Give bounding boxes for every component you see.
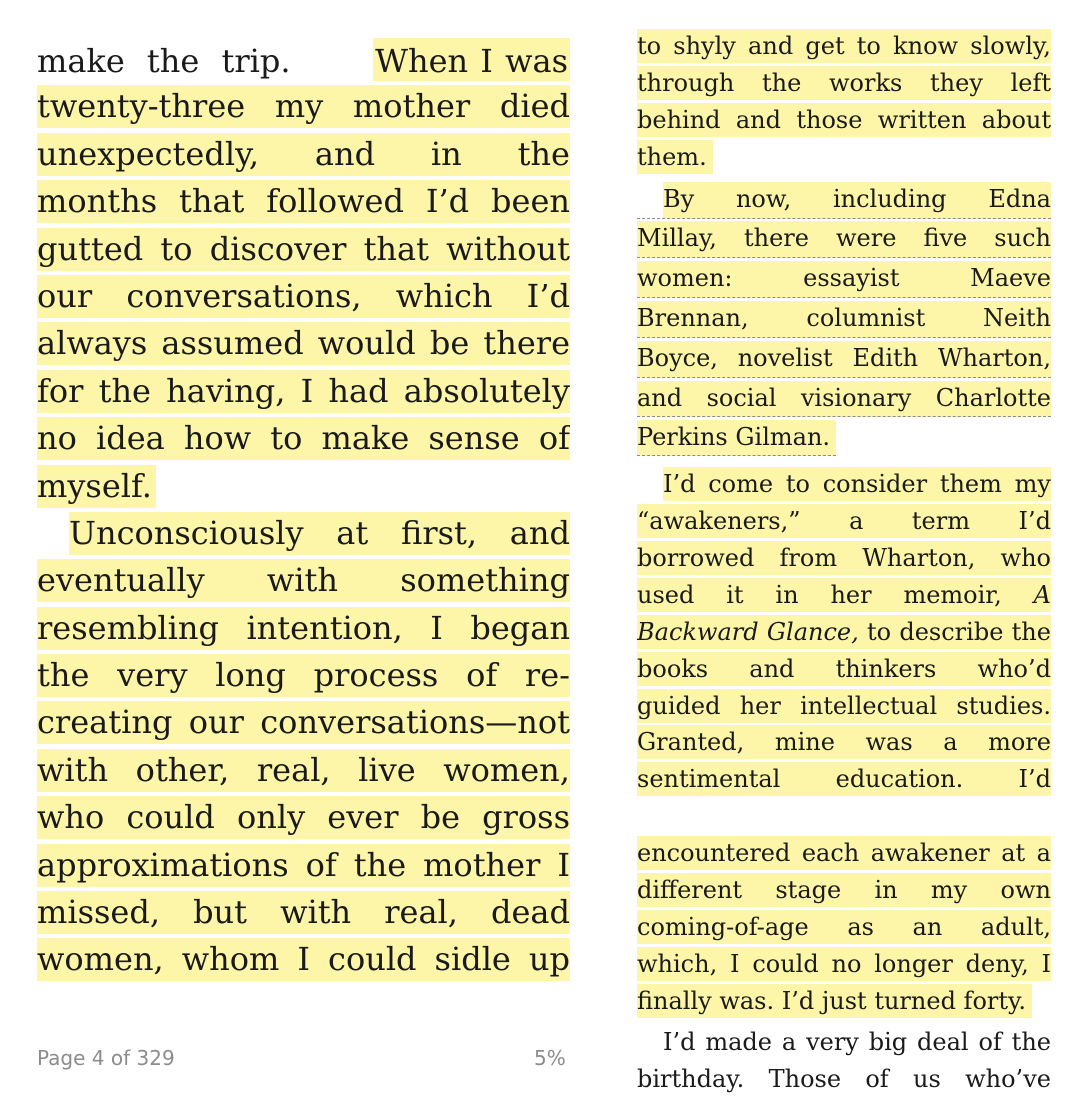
word: could [752,950,819,979]
highlighted-line[interactable] [637,29,1051,63]
highlighted-line[interactable] [37,465,570,508]
word: who [1000,544,1051,573]
word: would [317,324,416,363]
word: awakener [870,839,990,868]
word: the [1011,617,1051,646]
word: more [988,728,1051,757]
word: made [705,1027,772,1056]
word: adult, [980,913,1051,942]
word: guided [637,691,721,720]
highlighted-text[interactable]: them. [637,140,713,174]
word: they [930,68,983,97]
word: including [832,184,947,213]
word: at [1001,839,1026,868]
word: other, [135,750,230,789]
word: her [739,691,781,720]
highlighted-text[interactable]: myself. [37,465,156,508]
highlighted-line[interactable] [637,381,1051,418]
highlighted-line[interactable] [37,85,570,128]
highlighted-line[interactable] [37,701,570,744]
word: ever [327,798,399,837]
word: that [363,229,429,268]
word: deal [917,1027,969,1056]
word: us [913,1064,941,1093]
word: absolutely [403,371,570,410]
word: written [877,105,967,134]
word: education. [835,765,964,794]
word: our [188,703,244,742]
highlighted-text[interactable]: When I was [373,38,570,81]
word: intention, [246,608,403,647]
word: and [314,134,376,173]
word: I’d [663,470,696,499]
word: borrowed [637,544,755,573]
word: them [939,470,1002,499]
word: conversations, [126,276,362,315]
paragraph-block-3 [637,467,1051,796]
word: in [775,580,799,609]
highlighted-line[interactable] [637,467,1051,501]
word: such [994,224,1051,253]
word: missed, [37,893,161,932]
word: Unconsciously [69,513,304,552]
paragraph-block-4 [637,836,1051,1018]
word: term [911,507,970,536]
highlighted-line[interactable] [637,725,1051,759]
word: to [785,470,810,499]
word: of [305,845,337,884]
word: I [300,371,314,410]
word: women: [637,264,733,293]
word: my [1014,470,1051,499]
word: Brennan, [637,304,749,333]
highlighted-line[interactable] [37,512,570,555]
word: process [313,656,439,695]
word: creating [37,703,173,742]
word: I [430,608,443,647]
word: of [978,1027,1002,1056]
highlighted-line[interactable] [637,504,1051,538]
word: sidle [434,940,511,979]
right-text-column [637,29,1051,1098]
word: live [358,750,416,789]
word: and [509,513,570,552]
word: to [270,419,303,458]
word: without [446,229,570,268]
highlighted-text[interactable]: finally was. I’d just turned forty. [637,984,1032,1018]
word: consider [822,470,928,499]
word: first, [400,513,478,552]
word: discover [209,229,347,268]
word: her [830,580,872,609]
highlighted-line[interactable] [637,689,1051,723]
highlighted-line[interactable] [37,322,570,365]
word: Glance, [766,617,859,646]
word: big [868,1027,908,1056]
word: through [637,68,735,97]
highlighted-text[interactable] [69,512,570,555]
plain-text: make the trip. [37,42,291,80]
highlighted-line[interactable] [637,873,1051,907]
word: died [499,87,570,126]
word: assumed [161,324,304,363]
word: in [874,876,898,905]
word: something [400,561,570,600]
word: the [762,68,802,97]
word: “awakeners,” [637,507,801,536]
highlighted-line[interactable] [637,140,1051,174]
word: own [1000,876,1051,905]
progress-percent: 5% [534,1046,566,1070]
word: slowly, [970,32,1051,60]
word: gutted [37,229,144,268]
word: idea [96,419,165,458]
word: of [466,656,498,695]
word: come [708,470,774,499]
word: know [893,32,959,60]
highlighted-line[interactable] [37,228,570,271]
highlighted-line[interactable] [37,938,570,981]
word: A [1033,580,1051,609]
word: up [528,940,570,979]
highlighted-line[interactable] [637,182,1051,219]
highlighted-line[interactable] [37,607,570,650]
word: a [849,507,864,536]
highlighted-line[interactable] [37,844,570,887]
highlighted-line[interactable] [37,749,570,792]
word: the [517,134,570,173]
word: twenty-three [37,87,246,126]
word: women, [37,940,164,979]
word: and [749,654,795,683]
word: I [730,950,740,979]
word: with [280,893,352,932]
word: I [557,845,570,884]
word: the [353,845,407,884]
word: with [37,750,109,789]
word: which, [637,950,718,979]
word: and [637,383,683,412]
page-indicator: Page 4 of 329 [37,1046,175,1070]
word: different [637,876,743,905]
highlighted-line[interactable] [637,984,1051,1018]
word: with [266,561,338,600]
word: thinkers [835,654,937,683]
word: were [836,224,897,253]
word: resembling [37,608,219,647]
word: could [126,798,215,837]
word: those [796,105,863,134]
word: having, [166,371,286,410]
word: for [37,371,84,410]
word: longer [874,950,953,979]
word: Charlotte [935,383,1051,412]
word: studies. [956,691,1051,720]
highlighted-line[interactable] [37,654,570,697]
word: make [321,419,410,458]
word: encountered [637,839,791,868]
word: Boyce, [637,343,718,372]
word: Wharton, [937,343,1051,372]
word: the [98,371,151,410]
highlighted-line[interactable] [637,301,1051,338]
word: had [328,371,389,410]
word: it [726,580,744,609]
word: began [470,608,570,647]
word: gross [482,798,570,837]
word: at [336,513,369,552]
word: about [981,105,1051,134]
word: my [930,876,968,905]
word: re- [524,656,570,695]
word: sentimental [637,765,781,794]
word: very [806,1027,859,1056]
word: behind [637,105,721,134]
highlighted-line[interactable] [637,615,1051,649]
word: I’d [526,276,570,315]
word: to [867,617,892,646]
word: columnist [806,304,926,333]
word: sense [428,419,520,458]
text-line [37,38,570,81]
word: who’d [977,654,1051,683]
text-line [637,1061,1051,1098]
word: of [865,1064,889,1093]
word: months [37,182,158,221]
word: birthday. [637,1064,745,1093]
highlighted-line[interactable] [37,370,570,413]
word: a [781,1027,797,1056]
word: each [801,839,860,868]
highlighted-line[interactable] [637,420,1051,457]
paragraph-block-5 [637,1024,1051,1098]
word: Backward [637,617,759,646]
word: to [160,229,193,268]
highlighted-text[interactable]: Perkins Gilman. [637,420,836,456]
highlighted-line[interactable] [637,103,1051,137]
word: only [236,798,306,837]
word: Edna [988,184,1051,213]
highlighted-line[interactable] [637,341,1051,378]
word: but [193,893,248,932]
word: mine [774,728,835,757]
highlighted-line[interactable] [637,578,1051,612]
word: whom [181,940,280,979]
word: approximations [37,845,289,884]
word: works [829,68,903,97]
word: a [1036,839,1051,868]
word: from [779,544,838,573]
word: always [37,324,148,363]
text-line [637,1024,1051,1061]
word: Those [768,1064,842,1093]
word: could [328,940,417,979]
word: books [637,654,709,683]
word: in [430,134,462,173]
word: I’d [1018,765,1051,794]
highlighted-line[interactable] [637,221,1051,258]
word: my [274,87,324,126]
word: very [117,656,188,695]
word: and [735,105,782,134]
word: there [483,324,570,363]
highlighted-line[interactable] [637,541,1051,575]
word: now, [735,184,792,213]
highlighted-line[interactable] [37,133,570,176]
word: no [37,419,77,458]
word: that [179,182,245,221]
word: dead [490,893,570,932]
word: long [215,656,286,695]
highlighted-line[interactable] [637,261,1051,298]
word: I [297,940,310,979]
word: I [1041,950,1051,979]
highlighted-line[interactable] [637,66,1051,100]
word: coming-of-age [637,913,809,942]
word: I’d [663,1027,696,1056]
highlighted-line[interactable] [637,836,1051,870]
word: the [37,656,90,695]
highlighted-line[interactable] [37,275,570,318]
word: left [1010,68,1051,97]
left-text-column [37,38,570,986]
word: followed [266,182,404,221]
word: Granted, [637,728,745,757]
word: intellectual [800,691,938,720]
word: our [37,276,93,315]
word: essayist [803,264,900,293]
paragraph-block-2-dashed-annotation[interactable] [637,182,1051,458]
word: was [865,728,913,757]
word: unexpectedly, [37,134,260,173]
word: and [748,32,794,60]
word: which [395,276,493,315]
word: mother [352,87,471,126]
word: real, [256,750,331,789]
word: Neith [983,304,1051,333]
highlighted-line[interactable] [37,417,570,460]
word: stage [775,876,842,905]
word: been [491,182,570,221]
word: be [429,324,470,363]
word: a [943,728,958,757]
word: of [538,419,570,458]
word: an [912,913,943,942]
paragraph-block-1 [637,29,1051,174]
highlighted-line[interactable] [37,891,570,934]
word: used [637,580,695,609]
word: memoir, [903,580,1002,609]
word: real, [384,893,458,932]
word: to [637,32,662,60]
word: women, [443,750,570,789]
highlighted-line[interactable] [637,947,1051,981]
word: no [831,950,862,979]
highlighted-line[interactable] [637,652,1051,686]
highlighted-line[interactable] [637,910,1051,944]
highlighted-line[interactable] [37,180,570,223]
highlighted-line[interactable] [37,796,570,839]
word: who [37,798,105,837]
word: to [856,32,881,60]
word: be [420,798,461,837]
word: describe [899,617,1004,646]
word: get [805,32,845,60]
word: there [743,224,809,253]
word: as [847,913,874,942]
word: I’d [425,182,470,221]
highlighted-line[interactable] [37,559,570,602]
word: By [663,184,695,213]
word: Wharton, [862,544,976,573]
word: Edith [852,343,919,372]
word: the [1011,1027,1051,1056]
word: mother [423,845,541,884]
word: eventually [37,561,205,600]
word: shyly [673,32,736,60]
word: how [183,419,252,458]
word: five [923,224,968,253]
word: Maeve [970,264,1051,293]
word: Millay, [637,224,717,253]
word: conversations—not [260,703,570,742]
highlighted-line[interactable] [637,762,1051,796]
word: I’d [1018,507,1051,536]
word: social [706,383,777,412]
word: deny, [965,950,1029,979]
word: novelist [737,343,833,372]
word: who’ve [965,1064,1051,1093]
word: visionary [800,383,912,412]
